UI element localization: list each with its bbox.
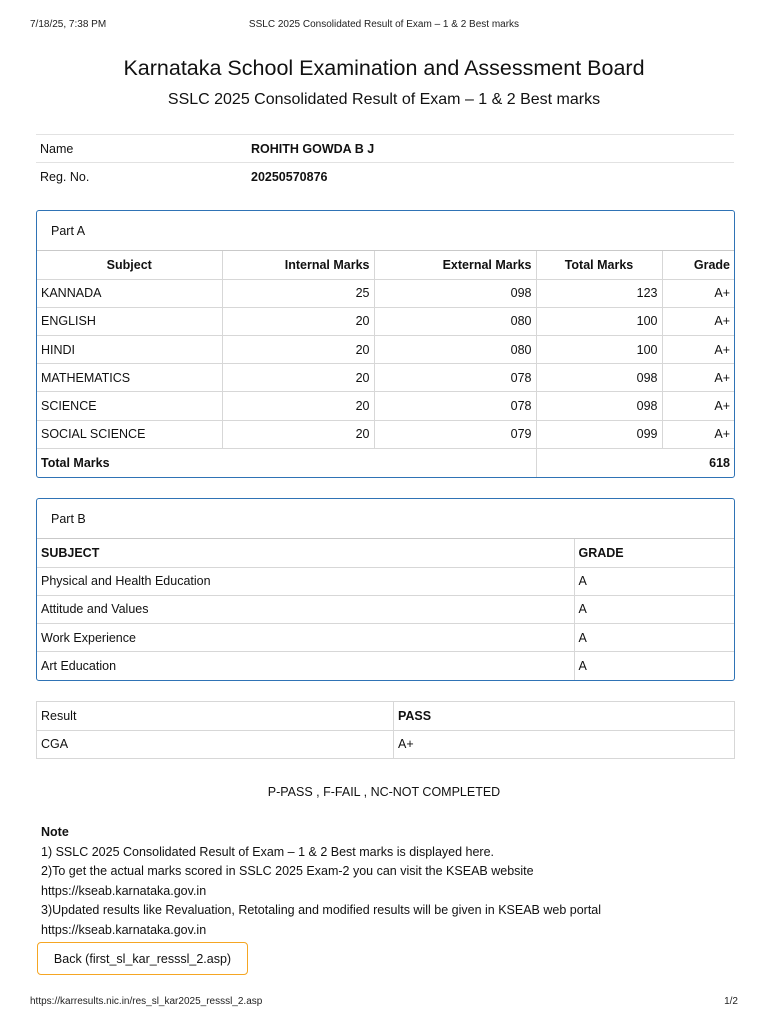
subject-cell: Art Education [37, 652, 574, 680]
external-cell: 079 [374, 420, 536, 448]
table-row [37, 392, 734, 420]
total-marks-row [37, 448, 734, 476]
page-number: 1/2 [724, 996, 738, 1007]
external-cell: 078 [374, 364, 536, 392]
reg-row [36, 163, 734, 191]
subject-cell: ENGLISH [37, 307, 222, 335]
part-a-title: Part A [37, 211, 734, 251]
part-a-table [37, 251, 734, 477]
notes-heading: Note [41, 825, 69, 839]
total-cell: 100 [536, 307, 662, 335]
grade-cell: A+ [662, 336, 734, 364]
subject-cell: Physical and Health Education [37, 567, 574, 595]
note-link: https://kseab.karnataka.gov.in [41, 922, 207, 937]
result-label: Result [37, 702, 394, 731]
subject-cell: Work Experience [37, 624, 574, 652]
student-info-table [36, 134, 734, 191]
table-row [37, 279, 734, 307]
part-b-header-row [37, 539, 734, 567]
header-grade: Grade [662, 251, 734, 279]
print-page-title: SSLC 2025 Consolidated Result of Exam – 1 & 2 Best marks [248, 19, 520, 30]
subject-cell: Attitude and Values [37, 595, 574, 623]
table-row [37, 364, 734, 392]
subject-cell: SOCIAL SCIENCE [37, 420, 222, 448]
header-external: External Marks [374, 251, 536, 279]
result-value: PASS [394, 702, 735, 731]
back-button[interactable]: Back (first_sl_kar_resssl_2.asp) [37, 942, 248, 975]
grade-cell: A+ [662, 420, 734, 448]
part-b-card [36, 498, 735, 681]
internal-cell: 20 [222, 336, 374, 364]
notes-section [41, 823, 738, 940]
grade-cell: A+ [662, 364, 734, 392]
header-grade: GRADE [574, 539, 734, 567]
note-link: https://kseab.karnataka.gov.in [41, 883, 207, 898]
header-total: Total Marks [536, 251, 662, 279]
part-a-card [36, 210, 735, 478]
result-row [37, 702, 735, 731]
total-cell: 123 [536, 279, 662, 307]
internal-cell: 20 [222, 364, 374, 392]
note-line: 1) SSLC 2025 Consolidated Result of Exam – 1 & 2 Best marks is displayed here. [41, 844, 495, 859]
table-row [37, 567, 734, 595]
header-internal: Internal Marks [222, 251, 374, 279]
table-row [37, 595, 734, 623]
total-marks-label: Total Marks [37, 448, 536, 476]
part-b-table [37, 539, 734, 680]
part-a-header-row [37, 251, 734, 279]
name-label: Name [36, 135, 247, 163]
table-row [37, 307, 734, 335]
table-row [37, 420, 734, 448]
internal-cell: 20 [222, 420, 374, 448]
note-line: 3)Updated results like Revaluation, Retotaling and modified results will be given in KSEAB web portal [41, 903, 602, 917]
total-marks-value: 618 [536, 448, 734, 476]
cga-value: A+ [394, 730, 735, 759]
total-cell: 098 [536, 364, 662, 392]
subject-cell: SCIENCE [37, 392, 222, 420]
subject-cell: KANNADA [37, 279, 222, 307]
reg-label: Reg. No. [36, 163, 247, 191]
external-cell: 078 [374, 392, 536, 420]
subject-cell: HINDI [37, 336, 222, 364]
grade-cell: A+ [662, 392, 734, 420]
board-title: Karnataka School Examination and Assessment Board [123, 56, 645, 80]
print-url: https://karresults.nic.in/res_sl_kar2025_resssl_2.asp [30, 996, 263, 1007]
external-cell: 080 [374, 307, 536, 335]
total-cell: 099 [536, 420, 662, 448]
print-header [30, 19, 738, 33]
subject-cell: MATHEMATICS [37, 364, 222, 392]
grade-cell: A [574, 624, 734, 652]
result-legend: P-PASS , F-FAIL , NC-NOT COMPLETED [267, 785, 501, 799]
table-row [37, 336, 734, 364]
grade-cell: A+ [662, 279, 734, 307]
header-subject: SUBJECT [37, 539, 574, 567]
header-subject: Subject [37, 251, 222, 279]
note-line: 2)To get the actual marks scored in SSLC 2025 Exam-2 you can visit the KSEAB website [41, 864, 534, 878]
grade-cell: A [574, 595, 734, 623]
total-cell: 098 [536, 392, 662, 420]
internal-cell: 25 [222, 279, 374, 307]
exam-title: SSLC 2025 Consolidated Result of Exam – 1 & 2 Best marks [167, 91, 601, 108]
cga-row [37, 730, 735, 759]
grade-cell: A [574, 567, 734, 595]
table-row [37, 652, 734, 680]
cga-label: CGA [37, 730, 394, 759]
result-table [36, 701, 735, 759]
part-b-title: Part B [37, 499, 734, 539]
external-cell: 098 [374, 279, 536, 307]
internal-cell: 20 [222, 307, 374, 335]
external-cell: 080 [374, 336, 536, 364]
grade-cell: A [574, 652, 734, 680]
total-cell: 100 [536, 336, 662, 364]
table-row [37, 624, 734, 652]
internal-cell: 20 [222, 392, 374, 420]
print-datetime: 7/18/25, 7:38 PM [30, 19, 107, 30]
student-name: ROHITH GOWDA B J [247, 135, 734, 163]
name-row [36, 135, 734, 163]
print-footer [30, 996, 738, 1010]
reg-number: 20250570876 [247, 163, 734, 191]
grade-cell: A+ [662, 307, 734, 335]
